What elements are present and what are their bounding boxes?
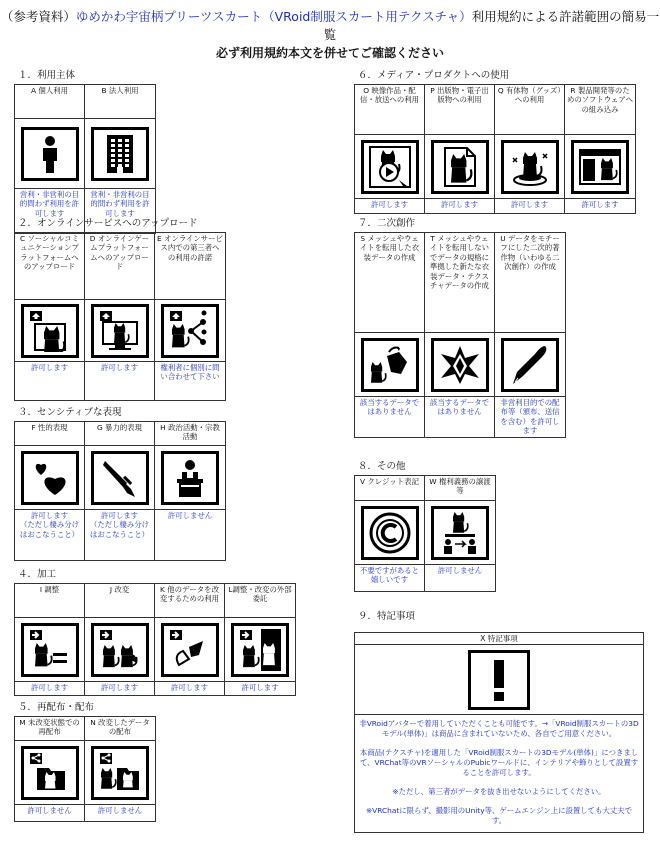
mesh-transfer-icon [361,338,419,392]
permission-cards [354,84,636,214]
permission-card [15,717,85,821]
item-label: L調整・改変の外部委託 [225,584,295,618]
permission-card [155,233,225,400]
knife-icon [91,451,149,505]
page-subtitle: 必ず利用規約本文を併せてご確認ください [215,46,444,60]
permission-text: 許可します [31,363,68,372]
permission-card [425,85,495,213]
podium-icon [161,451,219,505]
permission-text: 許可します [171,683,208,692]
permission-text: 許可します （ただし棲み分けはおこなうこと） [89,511,150,539]
permission-card [565,85,635,213]
permission-text: 許可しません [167,511,213,520]
permission-text: 許可します [581,200,619,209]
publication-icon [431,140,489,194]
permission-text: 許可します [371,200,408,209]
special-notes-header: X 特記事項 [355,633,643,645]
section-processing [14,569,296,696]
permission-text: 営利・非営利の目的問わず利用を許可します [90,190,150,218]
permission-card [225,584,295,695]
note-item: 非VRoidアバターで着用していただくことも可能です。→「VRoid制服スカートの3Dモデル(単体)」は商品に含まれていないため、各自でご用意ください。 [359,719,639,738]
permission-text: 許可します [101,683,138,692]
item-label: G 暴力的表現 [85,422,154,446]
item-label: J 改変 [85,584,154,618]
software-icon [571,140,629,194]
permission-text: 該当するデータではありません [429,398,490,417]
hearts-icon [21,451,79,505]
note-item: 本商品(テクスチャ)を適用した「VRoid制服スカートの3Dモデル(単体)」につきまして、VRChat等のVRソーシャルのPubicワールドに、インテリアや飾りとして設置することを許可します。 [359,748,639,777]
note-item: ※VRChatに限らず、撮影用のUnity等、ゲームエンジン上に設置しても大丈夫です。 [365,806,633,825]
permission-card [155,584,225,695]
permission-card [495,85,565,213]
permission-text: 非営利目的での配布等（頒布、送信を含む）を許可します [500,398,560,436]
distribute-modified-icon [91,746,149,800]
permission-card [85,422,155,560]
note-item: ※ただし、第三者がデータを抜き出せないようにしてください。 [392,787,606,796]
item-label: U データをモチーフにした二次的著作物（いわゆる二次創作）の作成 [495,233,565,333]
title-main: ゆめかわ宇宙柄プリーツスカート（VRoid制服スカート用テクスチャ） [75,9,472,24]
section-user [14,70,156,234]
item-label: T メッシュやウェイトを転用しないでデータの規格に準拠した新たな衣装データ・テクスチャデータの作成 [425,233,494,333]
permission-card [495,233,565,437]
permission-cards [14,421,226,561]
item-label: M 未改変状態での再配布 [15,717,84,741]
item-label: O 映像作品・配信・放送への利用 [355,85,424,135]
permission-text: 不要ですがあると嬉しいです [359,566,420,585]
new-texture-icon [431,338,489,392]
permission-card [85,717,155,821]
item-label: C ソーシャルコミュニケーションプラットフォームへのアップロード [15,233,84,300]
item-label: Q 有体物（グッズ）への利用 [495,85,564,135]
section-title: ９．特記事項 [358,611,416,622]
special-notes-text [355,715,643,832]
building-icon [91,127,149,181]
page-header [0,8,660,62]
section-special-notes [354,611,415,625]
permission-text: 該当するデータではありません [359,398,420,417]
permission-card [15,85,85,233]
outsource-icon [231,623,289,677]
item-label: A 個人利用 [15,85,84,119]
redistribute-icon [21,746,79,800]
exclamation-icon [468,650,530,710]
permission-card [85,85,155,233]
permission-text: 許可します （ただし棲み分けはおこなうこと） [19,511,80,539]
permission-card [85,584,155,695]
permission-cards [354,232,566,438]
section-title: ８．その他 [358,461,406,472]
section-title: ３．センシティブな表現 [18,407,122,418]
item-label: K 他のデータを改変するための利用 [155,584,224,618]
item-label: E オンラインサービス内での第三者への利用の許諾 [155,233,225,300]
permission-card [355,85,425,213]
share-third-party-icon [161,304,219,358]
section-other [354,461,496,592]
item-label: V クレジット表記 [355,476,424,501]
section-derivative [354,218,566,438]
permission-card [355,233,425,437]
goods-icon [501,140,559,194]
permission-card [425,476,495,591]
section-title: ４．加工 [18,569,57,580]
permission-text: 許可します [511,200,548,209]
section-online-upload [14,218,226,401]
upload-social-icon [21,304,79,358]
permission-text: 営利・非営利の目的問わず利用を許可します [19,190,80,218]
title-suffix: 利用規約による許諾範囲の簡易一覧 [323,9,660,42]
permission-cards [14,583,296,696]
permission-card [15,233,85,400]
permission-text: 許可しません [97,806,143,815]
section-title: ５．再配布・配布 [18,702,95,713]
item-label: N 改変したデータの配布 [85,717,155,741]
permission-text: 許可します [101,363,138,372]
item-label: R 製品開発等のためのソフトウェアへの組み込み [565,85,635,135]
permission-cards [14,716,156,822]
permission-cards [354,475,496,592]
section-sensitive [14,407,226,561]
item-label: W 権利義務の譲渡等 [425,476,495,501]
permission-text: 許可します [241,683,279,692]
permission-card [425,233,495,437]
permission-text: 許可します [31,683,68,692]
permission-text: 許可しません [437,566,483,575]
special-notes-box [354,632,644,833]
item-label: P 出版物・電子出版物への利用 [425,85,494,135]
item-label: B 法人利用 [85,85,155,119]
section-title: ６．メディア・プロダクトへの使用 [358,70,510,81]
section-title: １．利用主体 [18,70,76,81]
section-title: ２．オンラインサービスへのアップロード [18,218,198,229]
permission-card [155,422,225,560]
permission-card [355,476,425,591]
item-label: F 性的表現 [15,422,84,446]
item-label: I 調整 [15,584,84,618]
transfer-rights-icon [431,506,489,560]
permission-card [85,233,155,400]
permission-text: 権利者に個別に問い合わせて下さい [160,363,220,382]
use-for-modify-icon [161,623,219,677]
section-title: ７．二次創作 [358,218,416,229]
video-icon [361,140,419,194]
adjust-icon [21,623,79,677]
title-prefix: （参考資料） [0,9,76,24]
section-media [354,70,636,214]
modify-icon [91,623,149,677]
pen-icon [501,338,559,392]
copyright-icon [361,506,419,560]
item-label: H 政治活動・宗教活動 [155,422,225,446]
permission-card [15,422,85,560]
permission-cards [14,84,156,234]
section-distribution [14,702,156,822]
upload-game-icon [91,304,149,358]
permission-text: 許可します [441,200,478,209]
permission-text: 許可しません [27,806,72,815]
permission-card [15,584,85,695]
permission-cards [14,232,226,401]
item-label: S メッシュやウェイトを転用した衣装データの作成 [355,233,424,333]
item-label: D オンラインゲームプラットフォームへのアップロード [85,233,154,300]
page-title [0,8,660,44]
person-icon [21,127,79,181]
